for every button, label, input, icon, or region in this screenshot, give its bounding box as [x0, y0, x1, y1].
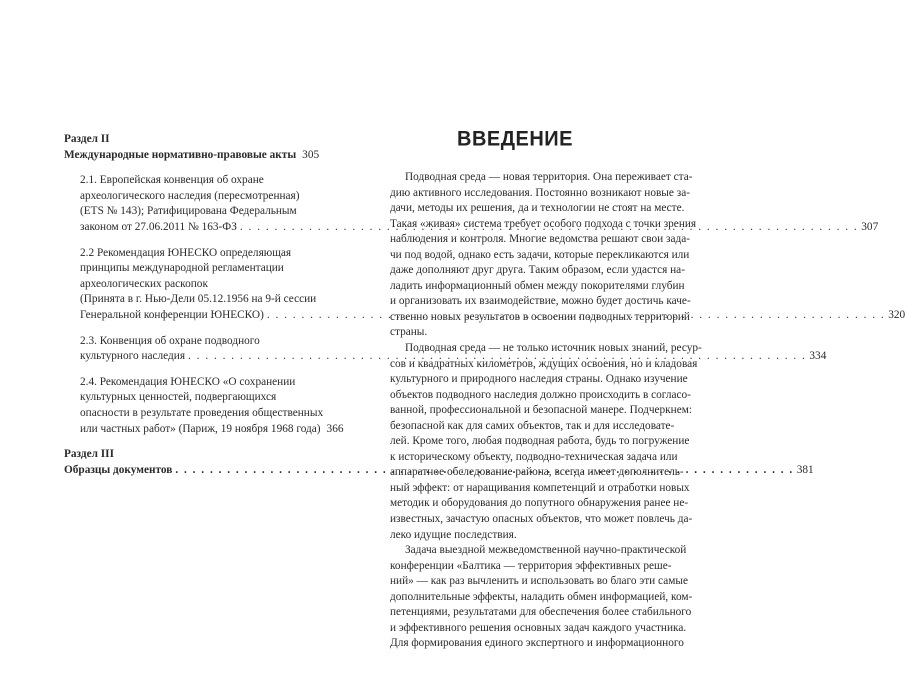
chapter-title: ВВЕДЕНИЕ — [457, 127, 573, 151]
text-line: аппаратное обследование района, всегда имеет дополнитель- — [390, 466, 684, 479]
toc-item-line: 2.1. Европейская конвенция об охране — [80, 174, 264, 187]
toc-item-line: археологических раскопок — [80, 277, 208, 290]
toc-item-line: (Принята в г. Нью-Дели 05.12.1956 на 9-й сессии — [80, 293, 317, 306]
toc-item-line: законом от 27.06.2011 № 163-ФЗ — [80, 220, 237, 233]
page-number: 334 — [809, 350, 827, 363]
text-line: и организовать их взаимодействие, можно будет достичь каче- — [390, 295, 691, 308]
page-number: 366 — [326, 422, 344, 435]
toc-item-line: (ETS № 143); Ратифицирована Федеральным — [80, 205, 297, 218]
text-line: объектов подводного наследия должно происходить в согласо- — [390, 388, 691, 401]
toc-item-line: археологического наследия (пересмотренная) — [80, 189, 300, 202]
text-line: страны. — [390, 326, 428, 339]
section-title: Образцы документов — [64, 463, 173, 476]
toc-item-line: культурных ценностей, подвергающихся — [80, 391, 277, 404]
toc-item-line: культурного наследия — [80, 350, 186, 363]
text-line: наблюдения и контроля. Многие ведомства решают свои зада- — [390, 233, 690, 246]
toc-item-last-line — [80, 422, 344, 438]
text-line: ладить информационный обмен между покорителями глубин — [390, 279, 685, 292]
paragraph — [390, 543, 693, 652]
text-line: конференции «Балтика — территория эффективных реше- — [390, 559, 672, 572]
text-line: Подводная среда — не только источник новых знаний, ресур- — [405, 342, 702, 355]
toc-entry-section-2 — [64, 148, 319, 164]
text-line: ный эффект: от наращивания компетенций и отработки новых — [390, 481, 690, 494]
text-line: лей. Кроме того, любая подводная работа, будь то погружение — [390, 435, 690, 448]
text-line: культурного и природного наследия страны. Однако изучение — [390, 373, 688, 386]
text-line: Для формирования единого экспертного и информационного — [390, 637, 684, 650]
text-line: чи под водой, однако есть задачи, которые перекликаются или — [390, 248, 690, 261]
toc-item-line: принципы международной регламентации — [80, 262, 284, 275]
text-line: безопасной как для самих объектов, так и для исследовате- — [390, 419, 675, 432]
toc-item-line: Генеральной конференции ЮНЕСКО) — [80, 308, 264, 321]
page-number: 305 — [302, 148, 320, 161]
page-number: 381 — [796, 463, 814, 476]
toc-item-line: опасности в результате проведения общественных — [80, 406, 324, 419]
paragraph — [390, 341, 702, 543]
text-line: Такая «живая» система требует особого подхода с точки зрения — [390, 217, 697, 230]
toc-item-line: 2.2 Рекомендация ЮНЕСКО определяющая — [80, 246, 292, 259]
text-line: методик и оборудования до попутного обнаружения ранее не- — [390, 497, 689, 510]
text-line: дию активного исследования. Постоянно возникают новые за- — [390, 186, 690, 199]
page-number: 320 — [888, 308, 905, 321]
text-line: ний» — как раз вычленить и использовать во благо эти самые — [390, 575, 688, 588]
text-line: Подводная среда — новая территория. Она переживает ста- — [405, 171, 693, 183]
section-label: Раздел II — [64, 133, 110, 145]
text-line: и эффективного решения основных задач каждого участника. — [390, 621, 687, 634]
text-line: сов и квадратных километров, ждущих освоения, но и кладовая — [390, 357, 698, 370]
toc-item-line: 2.4. Рекомендация ЮНЕСКО «О сохранении — [80, 375, 296, 388]
text-line: Задача выездной межведомственной научно-практической — [405, 544, 687, 557]
text-line: ственно новых результатов в освоении подводных территорий — [390, 310, 690, 323]
toc-item-line: или частных работ» (Париж, 19 ноября 1968 года) — [80, 422, 321, 435]
text-line: известных, зачастую опасных объектов, что может повлечь да- — [390, 513, 693, 526]
body-text — [390, 170, 702, 652]
text-line: леко идущие последствия. — [390, 528, 517, 541]
page-number: 307 — [861, 220, 879, 233]
text-line: даже дополняют друг друга. Таким образом, если удастся на- — [390, 264, 685, 277]
paragraph — [390, 170, 697, 341]
text-line: ванной, профессиональной и безопасной манере. Подчеркнем: — [390, 404, 692, 417]
text-line: к историческому объекту, подводно-техническая задача или — [390, 450, 678, 463]
toc-item-line: 2.3. Конвенция об охране подводного — [80, 334, 260, 347]
text-line: дачи, методы их решения, да и технологии не стоят на месте. — [390, 202, 685, 215]
text-line: дополнительные эффекты, наладить обмен информацией, ком- — [390, 590, 693, 603]
toc-item — [80, 375, 344, 437]
text-line: петенциями, результатами для обеспечения более стабильного — [390, 606, 692, 619]
section-title: Международные нормативно-правовые акты — [64, 148, 297, 161]
section-label: Раздел III — [64, 448, 114, 461]
